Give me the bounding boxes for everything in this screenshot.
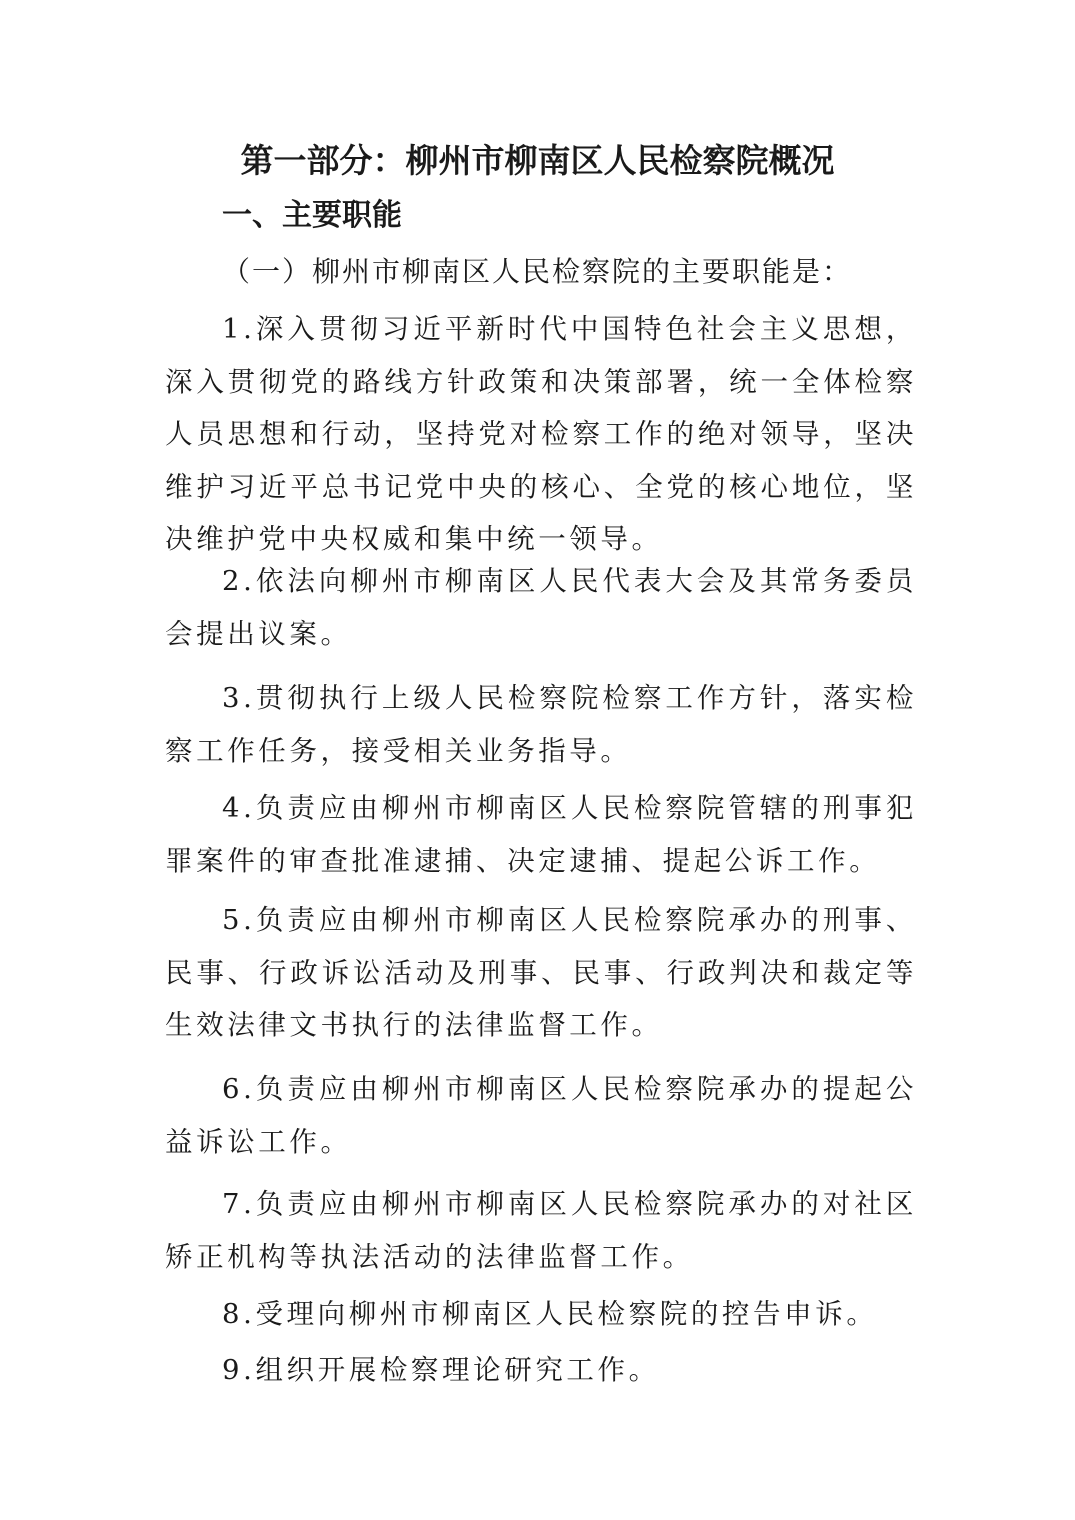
list-item: 7.负责应由柳州市柳南区人民检察院承办的对社区矫正机构等执法活动的法律监督工作。 xyxy=(165,1188,917,1273)
list-item: 3.贯彻执行上级人民检察院检察工作方针，落实检察工作任务，接受相关业务指导。 xyxy=(165,682,917,767)
list-item: 5.负责应由柳州市柳南区人民检察院承办的刑事、民事、行政诉讼活动及刑事、民事、行政判决和裁定等生效法律文书执行的法律监督工作。 xyxy=(165,904,917,1041)
list-item: 8.受理向柳州市柳南区人民检察院的控告申诉。 xyxy=(222,1298,878,1330)
list-item: 4.负责应由柳州市柳南区人民检察院管辖的刑事犯罪案件的审查批准逮捕、决定逮捕、提起公诉工作。 xyxy=(165,792,917,877)
subsection-heading: （一）柳州市柳南区人民检察院的主要职能是： xyxy=(222,255,853,288)
list-item: 6.负责应由柳州市柳南区人民检察院承办的提起公益诉讼工作。 xyxy=(165,1073,917,1158)
list-item: 9.组织开展检察理论研究工作。 xyxy=(222,1354,660,1386)
section-heading: 一、主要职能 xyxy=(222,198,402,233)
list-item: 1.深入贯彻习近平新时代中国特色社会主义思想，深入贯彻党的路线方针政策和决策部署，统一全体检察人员思想和行动，坚持党对检察工作的绝对领导，坚决维护习近平总书记党中央的核心、全党的核心地位，坚决维护党中央权威和集中统一领导。 xyxy=(165,313,917,555)
page-title: 第一部分：柳州市柳南区人民检察院概况 xyxy=(240,141,835,180)
list-item: 2.依法向柳州市柳南区人民代表大会及其常务委员会提出议案。 xyxy=(165,565,917,650)
